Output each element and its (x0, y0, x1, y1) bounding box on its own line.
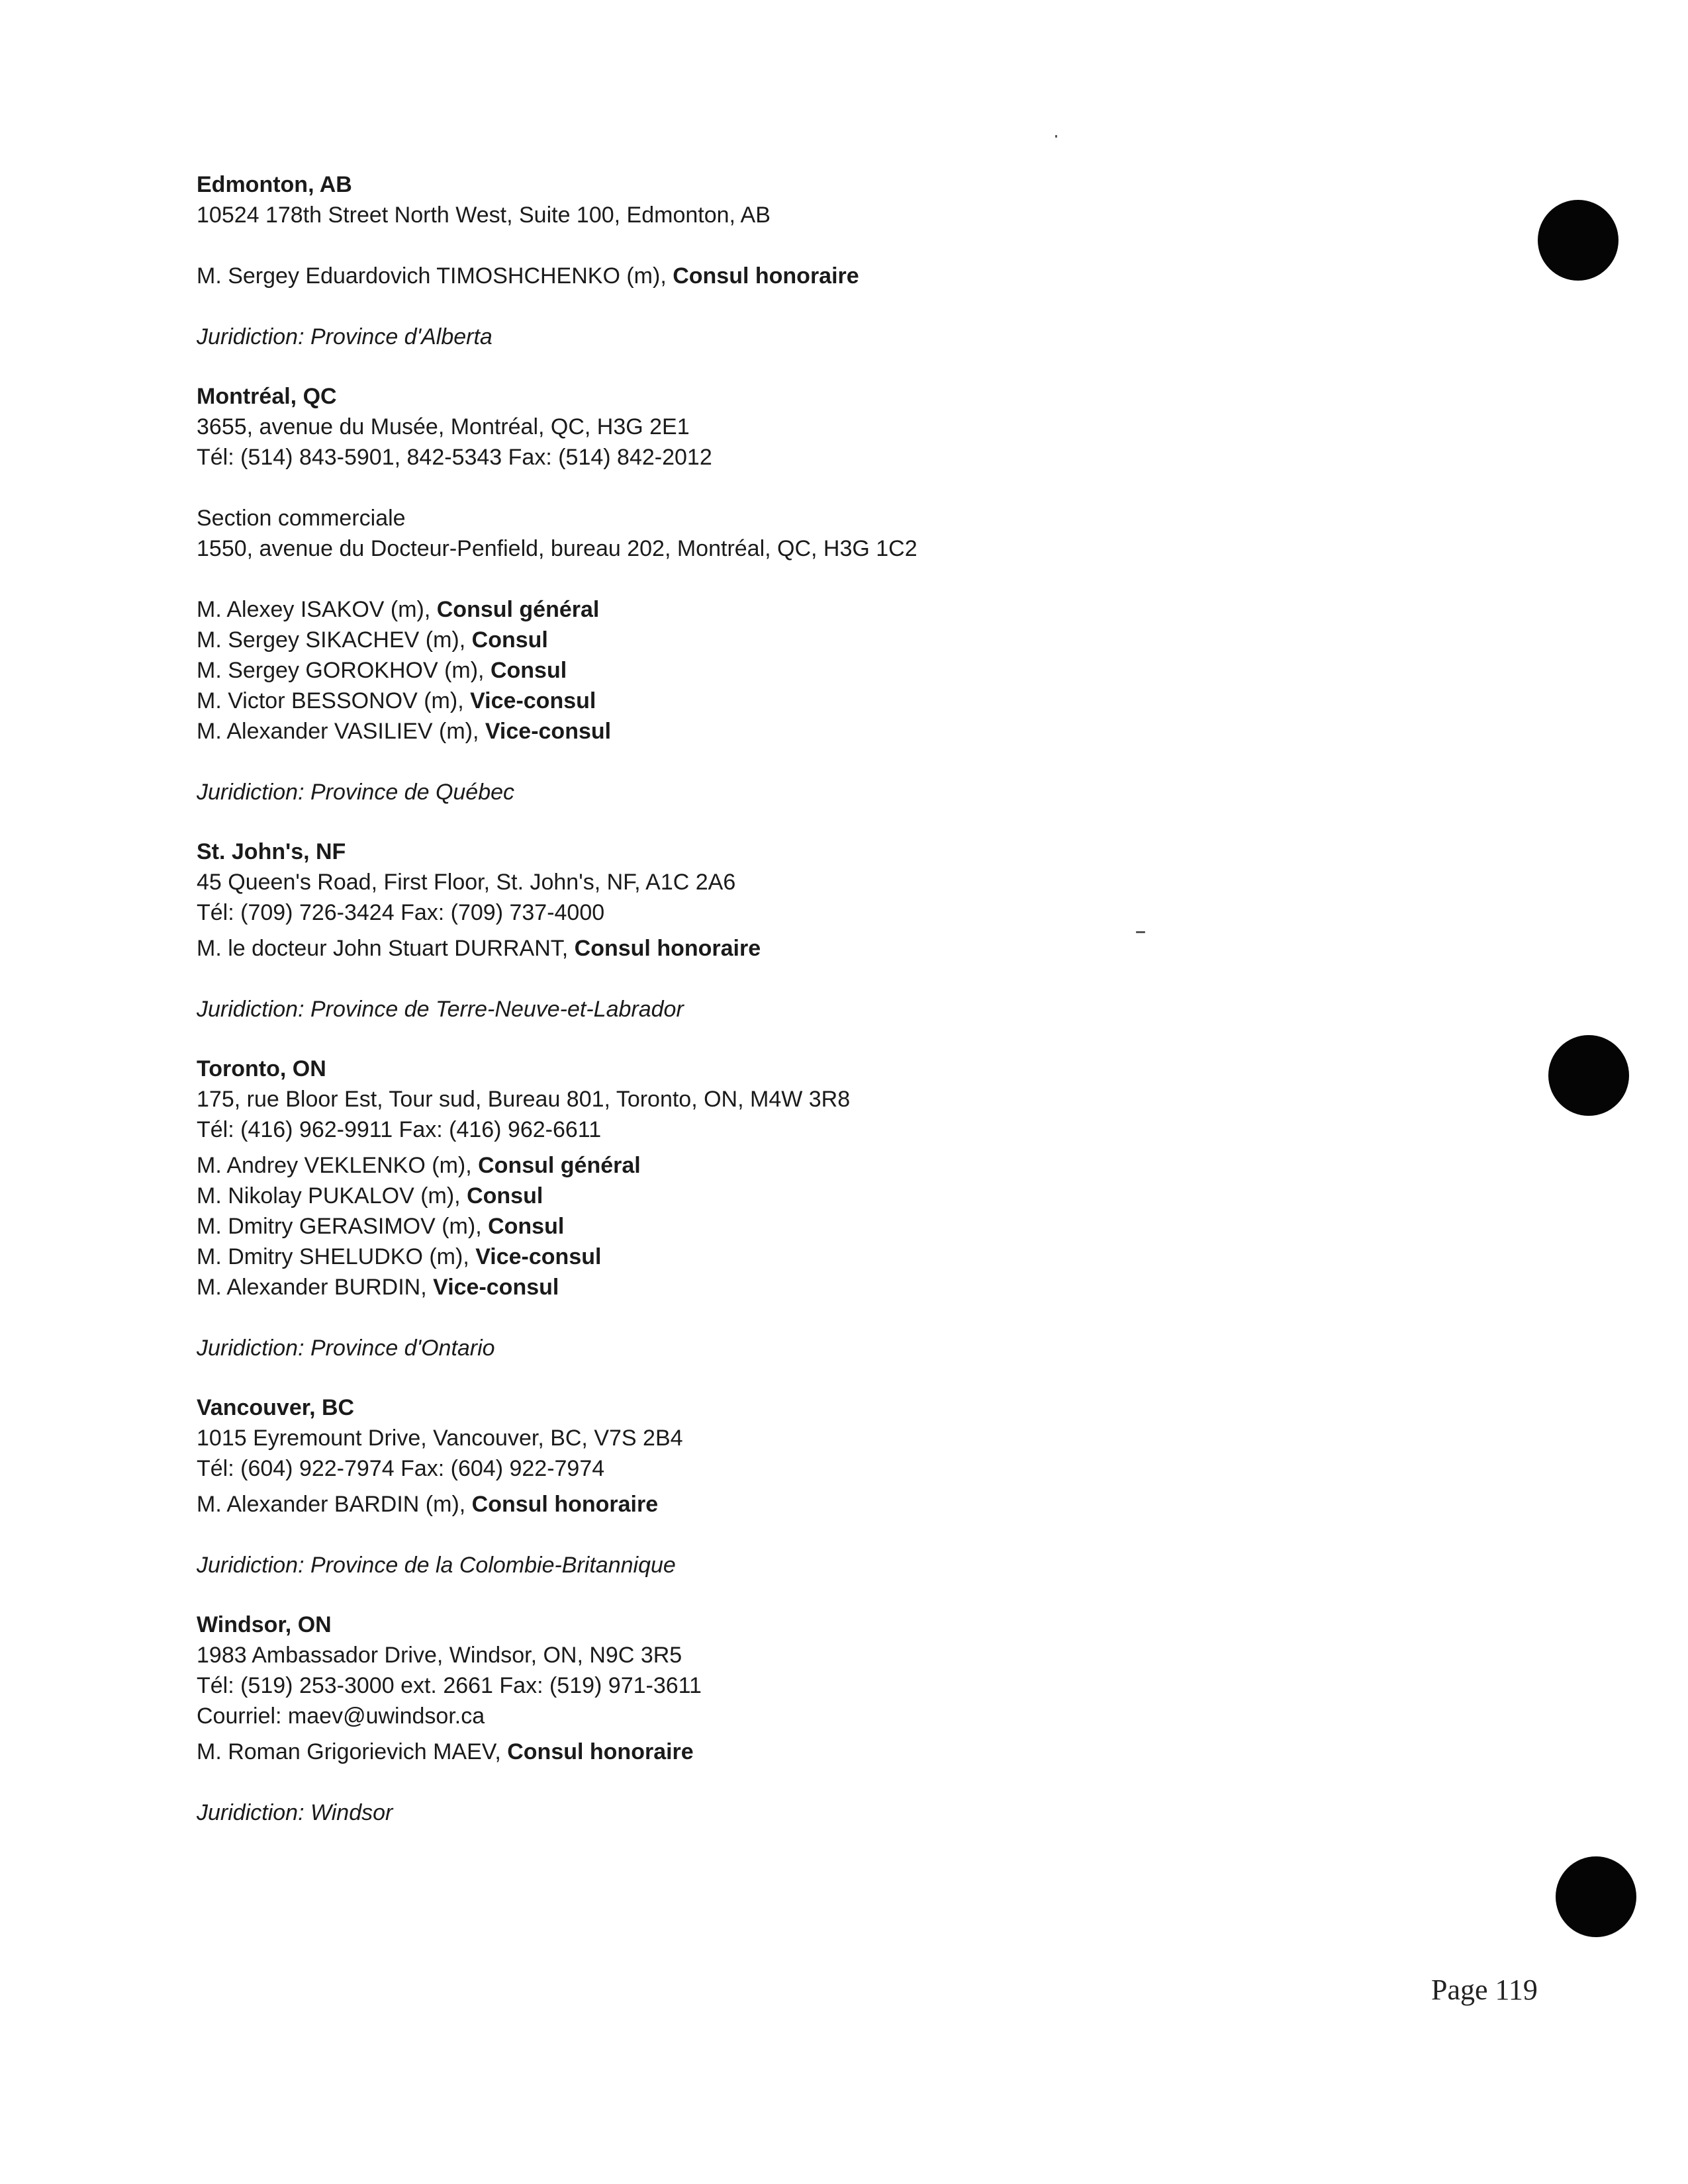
person-role: Consul général (436, 597, 600, 622)
entry-heading: Montréal, QC (197, 384, 337, 409)
entry-phone: Tél: (514) 843-5901, 842-5343 Fax: (514) 842-2012 (197, 445, 712, 470)
entry-person (197, 933, 1454, 964)
person-role: Consul (471, 627, 548, 653)
entry-person (197, 1181, 1454, 1211)
person-role: Consul (490, 658, 567, 683)
person-name: M. Alexey ISAKOV (m), (197, 597, 437, 622)
person-role: Consul général (478, 1153, 641, 1178)
entry-phone: Tél: (604) 922-7974 Fax: (604) 922-7974 (197, 1456, 605, 1481)
person-name: M. Alexander VASILIEV (m), (197, 719, 485, 744)
entry-person (197, 655, 1454, 686)
entry-jurisdiction: Juridiction: Province de Terre-Neuve-et-Labrador (197, 997, 684, 1022)
person-name: M. Dmitry GERASIMOV (m), (197, 1214, 489, 1239)
entry-person (197, 261, 1454, 291)
entry-jurisdiction: Juridiction: Province de Québec (197, 780, 515, 805)
person-role: Consul honoraire (673, 263, 859, 289)
person-name: M. Dmitry SHELUDKO (m), (197, 1244, 476, 1269)
entry-heading: Windsor, ON (197, 1612, 332, 1637)
punch-hole (1538, 200, 1618, 281)
person-name: M. Sergey SIKACHEV (m), (197, 627, 472, 653)
entry-edmonton (197, 169, 1454, 352)
section-title: Section commerciale (197, 506, 406, 531)
entry-toronto (197, 1054, 1454, 1363)
entry-person (197, 1150, 1454, 1181)
entry-email: Courriel: maev@uwindsor.ca (197, 1704, 485, 1729)
entry-address: 1015 Eyremount Drive, Vancouver, BC, V7S 2B4 (197, 1426, 683, 1451)
entry-phone: Tél: (709) 726-3424 Fax: (709) 737-4000 (197, 900, 605, 925)
scan-speck (1055, 135, 1057, 138)
entry-heading: St. John's, NF (197, 839, 346, 864)
entry-person (197, 1242, 1454, 1272)
punch-hole (1556, 1856, 1636, 1937)
entry-person (197, 716, 1454, 747)
person-role: Consul honoraire (574, 936, 761, 961)
person-name: M. Sergey GOROKHOV (m), (197, 658, 491, 683)
person-name: M. le docteur John Stuart DURRANT, (197, 936, 575, 961)
entry-heading: Toronto, ON (197, 1056, 326, 1081)
entry-phone: Tél: (519) 253-3000 ext. 2661 Fax: (519) 971-3611 (197, 1673, 702, 1698)
entry-person (197, 1272, 1454, 1302)
entry-vancouver (197, 1392, 1454, 1580)
entry-jurisdiction: Juridiction: Province d'Alberta (197, 324, 492, 349)
entry-person (197, 625, 1454, 655)
entry-heading: Edmonton, AB (197, 172, 352, 197)
entry-jurisdiction: Juridiction: Windsor (197, 1800, 393, 1825)
entry-stjohns (197, 837, 1454, 1024)
entry-montreal (197, 381, 1454, 807)
page-number: Page 119 (1431, 1974, 1538, 2006)
person-name: M. Alexander BARDIN (m), (197, 1492, 472, 1517)
entry-person (197, 1489, 1454, 1520)
entry-heading: Vancouver, BC (197, 1395, 355, 1420)
entry-person (197, 1737, 1454, 1767)
entry-address: 45 Queen's Road, First Floor, St. John's, NF, A1C 2A6 (197, 870, 736, 895)
entry-address: 1983 Ambassador Drive, Windsor, ON, N9C 3R5 (197, 1643, 682, 1668)
punch-hole (1548, 1035, 1629, 1116)
section-address: 1550, avenue du Docteur-Penfield, bureau 202, Montréal, QC, H3G 1C2 (197, 536, 917, 561)
consulate-list (197, 169, 1454, 1828)
entry-person (197, 686, 1454, 716)
person-role: Consul (488, 1214, 565, 1239)
person-name: M. Victor BESSONOV (m), (197, 688, 471, 713)
person-role: Consul (467, 1183, 543, 1208)
entry-jurisdiction: Juridiction: Province de la Colombie-Britannique (197, 1553, 676, 1578)
entry-windsor (197, 1610, 1454, 1828)
person-role: Consul honoraire (507, 1739, 694, 1764)
entry-person (197, 1211, 1454, 1242)
person-name: M. Roman Grigorievich MAEV, (197, 1739, 508, 1764)
entry-address: 3655, avenue du Musée, Montréal, QC, H3G 2E1 (197, 414, 690, 439)
person-name: M. Sergey Eduardovich TIMOSHCHENKO (m), (197, 263, 673, 289)
person-role: Vice-consul (485, 719, 612, 744)
entry-person (197, 594, 1454, 625)
person-name: M. Alexander BURDIN, (197, 1275, 434, 1300)
person-role: Vice-consul (475, 1244, 602, 1269)
entry-phone: Tél: (416) 962-9911 Fax: (416) 962-6611 (197, 1117, 602, 1142)
entry-address: 10524 178th Street North West, Suite 100, Edmonton, AB (197, 203, 771, 228)
person-role: Vice-consul (433, 1275, 559, 1300)
entry-address: 175, rue Bloor Est, Tour sud, Bureau 801, Toronto, ON, M4W 3R8 (197, 1087, 851, 1112)
person-role: Consul honoraire (471, 1492, 659, 1517)
entry-jurisdiction: Juridiction: Province d'Ontario (197, 1336, 495, 1361)
person-role: Vice-consul (470, 688, 596, 713)
person-name: M. Nikolay PUKALOV (m), (197, 1183, 467, 1208)
person-name: M. Andrey VEKLENKO (m), (197, 1153, 479, 1178)
